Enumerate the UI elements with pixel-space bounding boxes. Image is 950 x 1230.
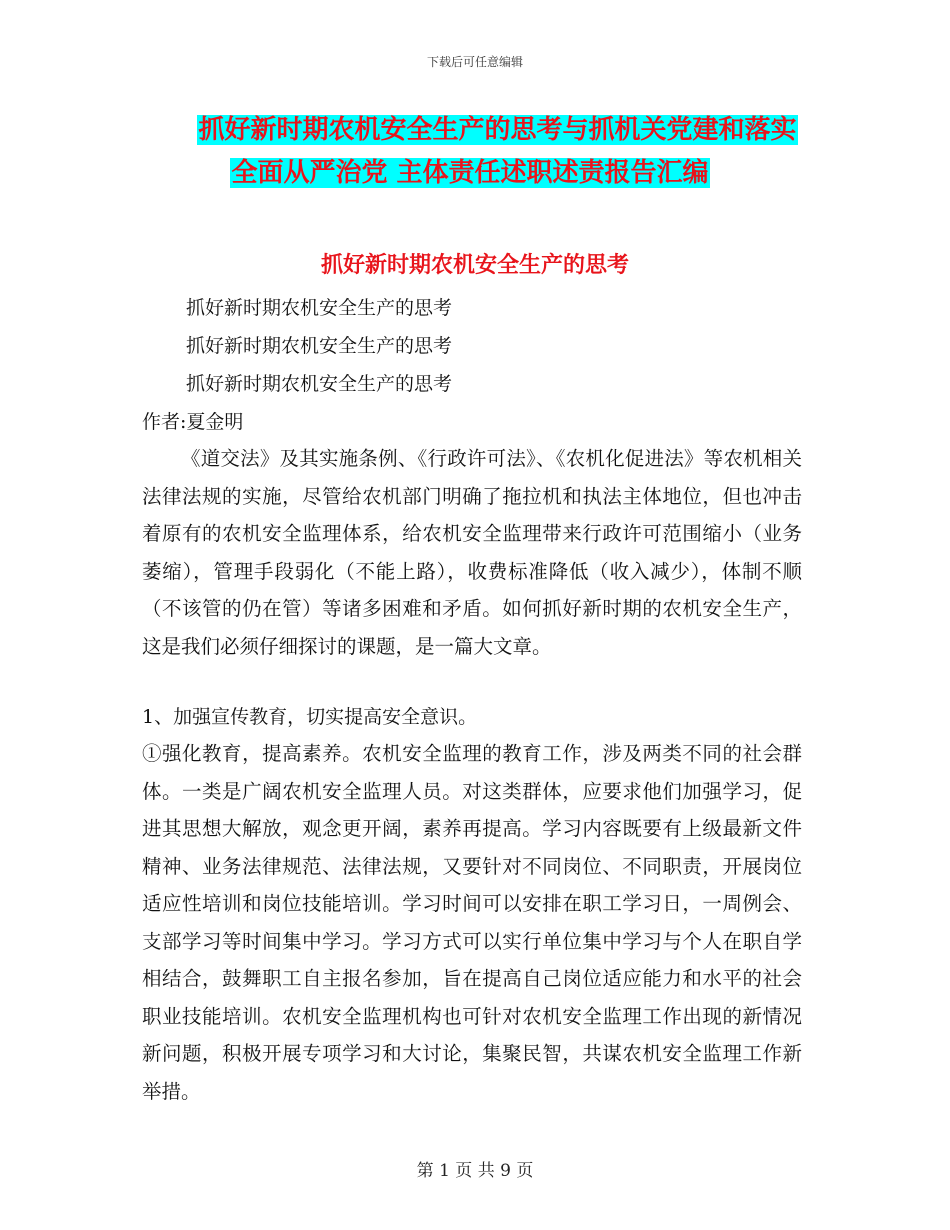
- page-footer: 第 1 页 共 9 页: [416, 1161, 534, 1181]
- document-title-line-2-text: 全面从严治党 主体责任述职述责报告汇编: [231, 158, 709, 188]
- point-1-paragraph: ①强化教育，提高素养。农机安全监理的教育工作，涉及两类不同的社会群体。一类是广阔农机安全监理人员。对这类群体，应要求他们加强学习，促进其思想大解放，观念更开阔，素养再提高。学习内容既要有上级最新文件精神、业务法律规范、法律法规，又要针对不同岗位、不同职责，开展岗位适应性培训和岗位技能培训。学习时间可以安排在职工学习日，一周例会、支部学习等时间集中学习。学习方式可以实行单位集中学习与个人在职自学相结合，鼓舞职工自主报名参加，旨在提高自己岗位适应能力和水平的社会职业技能培训。农机安全监理机构也可针对农机安全监理工作出现的新情况新问题，积极开展专项学习和大讨论，集聚民智，共谋农机安全监理工作新举措。: [142, 742, 802, 1103]
- page-header-note: 下载后可任意编辑: [426, 55, 523, 69]
- document-title-line-1-text: 抓好新时期农机安全生产的思考与抓机关党建和落实: [198, 115, 797, 145]
- document-title-line-1: [0, 112, 950, 148]
- author-line: 作者:夏金明: [142, 411, 244, 433]
- section-title: 抓好新时期农机安全生产的思考: [320, 253, 629, 278]
- document-title-line-2: [0, 155, 950, 191]
- repeat-line-2: 抓好新时期农机安全生产的思考: [186, 335, 453, 357]
- repeat-line-1: 抓好新时期农机安全生产的思考: [186, 297, 453, 319]
- heading-1: 1、加强宣传教育，切实提高安全意识。: [142, 706, 478, 728]
- repeat-line-3: 抓好新时期农机安全生产的思考: [186, 373, 453, 395]
- intro-paragraph: 《道交法》及其实施条例、《行政许可法》、《农机化促进法》等农机相关法律法规的实施，尽管给农机部门明确了拖拉机和执法主体地位，但也冲击着原有的农机安全监理体系，给农机安全监理带来行政许可范围缩小（业务萎缩），管理手段弱化（不能上路），收费标准降低（收入减少），体制不顺（不该管的仍在管）等诸多困难和矛盾。如何抓好新时期的农机安全生产，这是我们必须仔细探讨的课题，是一篇大文章。: [142, 447, 802, 658]
